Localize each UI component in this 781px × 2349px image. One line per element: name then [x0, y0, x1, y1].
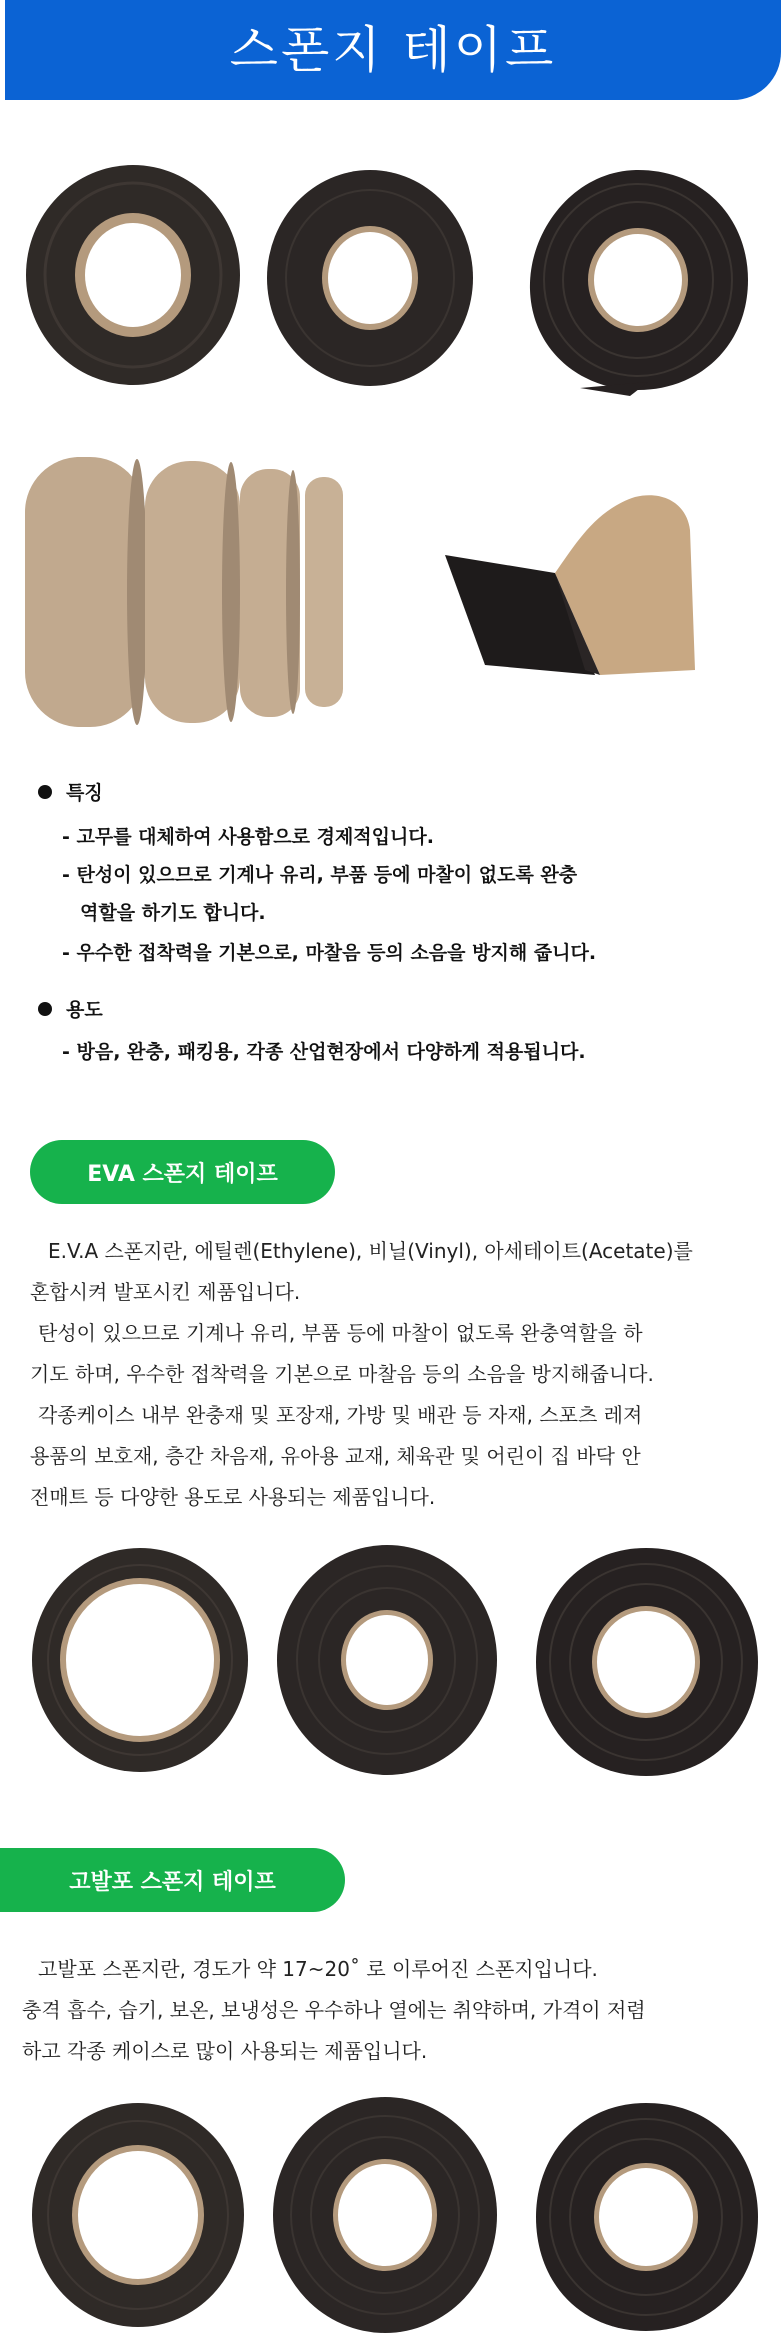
eva-description-line: 용품의 보호재, 층간 차음재, 유아용 교재, 체육관 및 어린이 집 바닥 안 — [30, 1444, 641, 1468]
eva-section-badge: EVA 스폰지 테이프 — [30, 1140, 335, 1204]
tape-side-view-image — [25, 455, 345, 730]
eva-tape-roll-image — [25, 1540, 255, 1780]
eva-description-line: 탄성이 있으므로 기계나 유리, 부품 등에 마찰이 없도록 완충역할을 하 — [38, 1321, 643, 1345]
use-item: - 방음, 완충, 패킹용, 각종 산업현장에서 다양하게 적용됩니다. — [62, 1041, 586, 1063]
eva-description-line: 각종케이스 내부 완충재 및 포장재, 가방 및 배관 등 자재, 스포츠 레져 — [38, 1403, 643, 1427]
peeled-tape-image — [425, 485, 725, 685]
eva-tape-roll-image — [528, 1540, 763, 1790]
features-heading — [38, 778, 103, 805]
bullet-icon — [38, 1002, 52, 1016]
highfoam-description-line: 하고 각종 케이스로 많이 사용되는 제품입니다. — [22, 2039, 428, 2063]
page-title: 스폰지 테이프 — [229, 21, 557, 79]
highfoam-description-line: 고발포 스폰지란, 경도가 약 17~20˚ 로 이루어진 스폰지입니다. — [38, 1957, 598, 1981]
highfoam-tape-roll-image — [268, 2088, 503, 2343]
eva-tape-roll-image — [272, 1535, 502, 1785]
tape-roll-image — [260, 160, 480, 400]
eva-description-line: 전매트 등 다양한 용도로 사용되는 제품입니다. — [30, 1485, 436, 1509]
eva-description-line: 혼합시켜 발포시킨 제품입니다. — [30, 1280, 301, 1304]
feature-item: - 탄성이 있으므로 기계나 유리, 부품 등에 마찰이 없도록 완충 — [62, 864, 578, 886]
page-header — [5, 0, 781, 100]
highfoam-section-badge: 고발포 스폰지 테이프 — [0, 1848, 345, 1912]
eva-description-line: E.V.A 스폰지란, 에틸렌(Ethylene), 비닐(Vinyl), 아세테이트(Acetate)를 — [48, 1239, 693, 1263]
uses-heading — [38, 995, 103, 1022]
highfoam-description-line: 충격 흡수, 습기, 보온, 보냉성은 우수하나 열에는 취약하며, 가격이 저렴 — [22, 1998, 646, 2022]
tape-roll-image — [520, 160, 755, 405]
feature-item: 역할을 하기도 합니다. — [80, 902, 266, 924]
eva-description-line: 기도 하며, 우수한 접착력을 기본으로 마찰음 등의 소음을 방지해줍니다. — [30, 1362, 654, 1386]
bullet-icon — [38, 785, 52, 799]
highfoam-tape-roll-image — [528, 2095, 763, 2343]
features-heading-label: 특징 — [66, 782, 103, 804]
feature-item: - 고무를 대체하여 사용함으로 경제적입니다. — [62, 826, 434, 848]
highfoam-tape-roll-image — [25, 2095, 250, 2335]
feature-item: - 우수한 접착력을 기본으로, 마찰음 등의 소음을 방지해 줍니다. — [62, 942, 597, 964]
tape-roll-image — [15, 155, 245, 400]
uses-heading-label: 용도 — [66, 999, 103, 1021]
